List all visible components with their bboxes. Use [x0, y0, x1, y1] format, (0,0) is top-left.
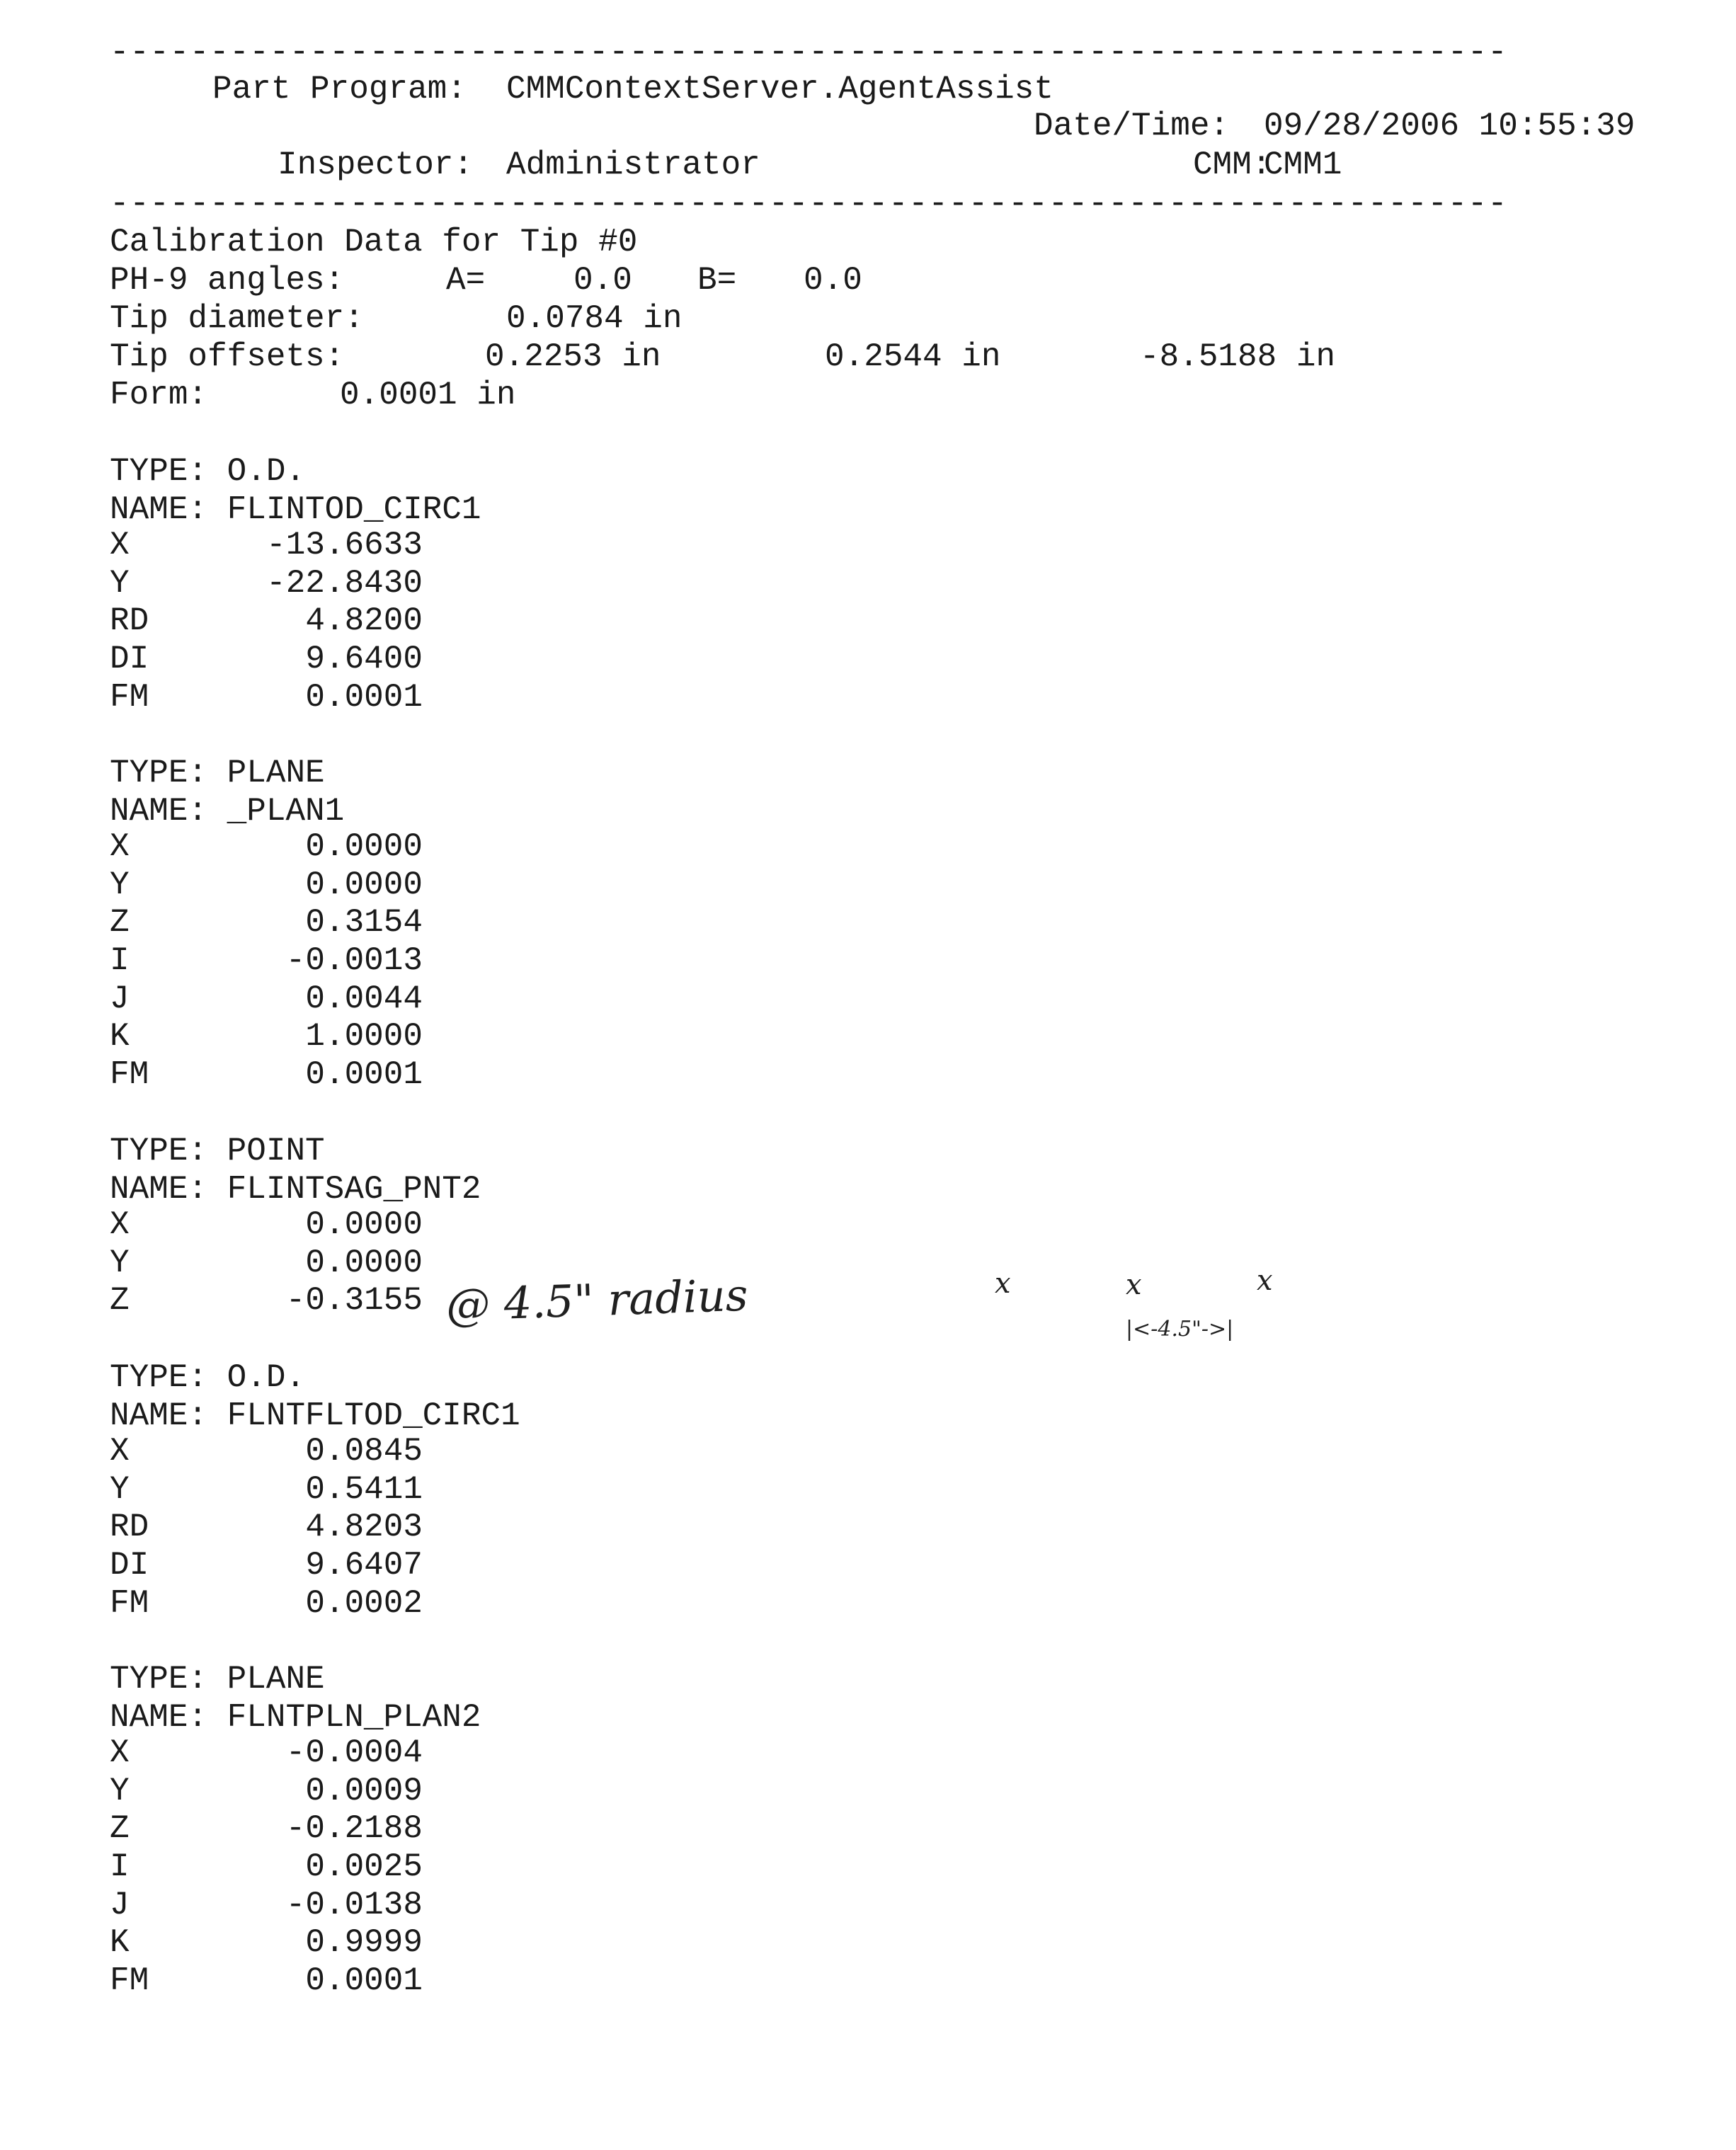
handwritten-mark: x: [995, 1267, 1011, 1300]
value-row: [110, 980, 423, 1019]
header-separator-top: ----------------------------------------------------------------------: [110, 34, 1508, 71]
handwritten-mark: x: [1126, 1269, 1142, 1301]
value-row: [110, 867, 423, 905]
row-value: 9.6400: [305, 641, 423, 678]
angle-a-label: A=: [446, 262, 486, 299]
value-row: [110, 1433, 423, 1471]
row-key: K: [110, 1018, 130, 1056]
value-row: [110, 1056, 423, 1094]
feature-name-line: [110, 1397, 520, 1434]
row-key: FM: [110, 1056, 149, 1094]
datetime-label: Date/Time:: [1034, 108, 1230, 144]
value-row: [110, 1848, 423, 1887]
row-key: J: [110, 1886, 130, 1923]
type-label: TYPE:: [110, 453, 208, 490]
name-label: NAME:: [110, 1171, 208, 1208]
angle-b-value: 0.0: [804, 262, 862, 299]
tip-offset-x: 0.2253 in: [485, 338, 661, 375]
feature-name: FLINTOD_CIRC1: [227, 491, 481, 528]
row-value: 0.0001: [305, 678, 423, 716]
value-row: [110, 1773, 423, 1811]
row-key: Y: [110, 1772, 130, 1809]
row-key: RD: [110, 1509, 149, 1546]
value-row: [110, 1282, 423, 1320]
row-key: FM: [110, 1584, 149, 1622]
value-row: [110, 1734, 423, 1773]
value-row: [110, 942, 423, 980]
tip-diameter-label: Tip diameter:: [110, 300, 364, 337]
value-row: [110, 565, 423, 603]
value-row: [110, 1962, 423, 2001]
angles-label: PH-9 angles:: [110, 262, 345, 299]
value-row: [110, 828, 423, 867]
feature-type: PLANE: [227, 1661, 325, 1698]
tip-offsets-label: Tip offsets:: [110, 338, 345, 375]
row-key: Y: [110, 866, 130, 903]
feature-values: [110, 1433, 423, 1623]
part-program-label: Part Program:: [212, 71, 467, 108]
row-value: 0.0044: [305, 980, 423, 1017]
value-row: [110, 904, 423, 942]
inspector-value: Administrator: [506, 147, 760, 183]
type-label: TYPE:: [110, 1661, 208, 1698]
row-key: X: [110, 527, 130, 564]
row-key: Y: [110, 564, 130, 602]
row-value: 0.0000: [305, 828, 423, 865]
row-key: X: [110, 828, 130, 865]
feature-name-line: [110, 491, 481, 528]
value-row: [110, 602, 423, 641]
handwritten-mark: x: [1257, 1264, 1273, 1297]
row-key: DI: [110, 1547, 149, 1584]
row-key: X: [110, 1734, 130, 1771]
row-value: 0.0009: [305, 1772, 423, 1809]
inspector-label: Inspector:: [278, 147, 474, 183]
value-row: [110, 641, 423, 679]
cmm-label: CMM:: [1193, 147, 1272, 183]
row-value: 0.0000: [305, 1244, 423, 1281]
row-key: Y: [110, 1244, 130, 1281]
feature-values: [110, 1734, 423, 2001]
feature-name: FLNTPLN_PLAN2: [227, 1699, 481, 1736]
feature-name: _PLAN1: [227, 793, 345, 830]
value-row: [110, 1547, 423, 1585]
feature-name-line: [110, 793, 344, 830]
feature-type: O.D.: [227, 1359, 306, 1396]
row-value: 0.0001: [305, 1056, 423, 1094]
row-value: 0.0000: [305, 866, 423, 903]
row-key: J: [110, 980, 130, 1017]
row-value: 0.5411: [305, 1470, 423, 1508]
angle-b-label: B=: [697, 262, 737, 299]
row-key: X: [110, 1433, 130, 1470]
row-key: K: [110, 1924, 130, 1962]
row-value: -22.8430: [266, 564, 423, 602]
handwritten-span: |<-4.5"->|: [1126, 1317, 1234, 1342]
feature-name: FLINTSAG_PNT2: [227, 1171, 481, 1208]
row-key: Z: [110, 1810, 130, 1848]
feature-values: [110, 1206, 423, 1320]
name-label: NAME:: [110, 1699, 208, 1736]
row-key: RD: [110, 602, 149, 640]
value-row: [110, 527, 423, 565]
type-label: TYPE:: [110, 1133, 208, 1170]
value-row: [110, 1585, 423, 1623]
row-value: 0.0000: [305, 1206, 423, 1243]
row-key: I: [110, 942, 130, 980]
feature-name-line: [110, 1699, 481, 1736]
value-row: [110, 1018, 423, 1056]
value-row: [110, 1810, 423, 1848]
row-value: 4.8200: [305, 602, 423, 640]
row-key: FM: [110, 1962, 149, 2000]
row-value: 0.9999: [305, 1924, 423, 1962]
feature-type: POINT: [227, 1133, 325, 1170]
row-value: 0.0845: [305, 1433, 423, 1470]
value-row: [110, 1206, 423, 1245]
form-label: Form:: [110, 377, 208, 413]
cmm-value: CMM1: [1264, 147, 1342, 183]
feature-values: [110, 828, 423, 1094]
type-label: TYPE:: [110, 1359, 208, 1396]
row-key: Z: [110, 1282, 130, 1320]
row-value: -0.3155: [285, 1282, 423, 1320]
value-row: [110, 1245, 423, 1283]
angle-a-value: 0.0: [573, 262, 632, 299]
row-value: -13.6633: [266, 527, 423, 564]
feature-name: FLNTFLTOD_CIRC1: [227, 1397, 520, 1434]
row-key: X: [110, 1206, 130, 1243]
row-value: 0.3154: [305, 904, 423, 942]
type-label: TYPE:: [110, 755, 208, 791]
feature-type-line: [110, 453, 305, 490]
row-key: Z: [110, 904, 130, 942]
value-row: [110, 679, 423, 717]
part-program-value: CMMContextServer.AgentAssist: [506, 71, 1053, 108]
row-value: -0.0004: [285, 1734, 423, 1771]
row-value: 0.0001: [305, 1962, 423, 2000]
feature-type-line: [110, 1359, 305, 1396]
row-key: FM: [110, 678, 149, 716]
row-value: 9.6407: [305, 1547, 423, 1584]
name-label: NAME:: [110, 793, 208, 830]
value-row: [110, 1471, 423, 1509]
row-value: 4.8203: [305, 1509, 423, 1546]
header-separator-bottom: ----------------------------------------------------------------------: [110, 185, 1508, 222]
name-label: NAME:: [110, 491, 208, 528]
value-row: [110, 1509, 423, 1547]
calibration-title: Calibration Data for Tip #0: [110, 224, 638, 261]
tip-diameter-value: 0.0784 in: [506, 300, 683, 337]
feature-type: PLANE: [227, 755, 325, 791]
tip-offset-z: -8.5188 in: [1140, 338, 1336, 375]
row-value: 0.0025: [305, 1848, 423, 1886]
row-key: I: [110, 1848, 130, 1886]
row-value: -0.2188: [285, 1810, 423, 1848]
feature-type: O.D.: [227, 453, 306, 490]
form-value: 0.0001 in: [340, 377, 516, 413]
feature-type-line: [110, 1133, 325, 1170]
row-value: -0.0138: [285, 1886, 423, 1923]
row-value: 1.0000: [305, 1018, 423, 1056]
row-key: DI: [110, 641, 149, 678]
row-key: Y: [110, 1470, 130, 1508]
datetime-value: 09/28/2006 10:55:39: [1264, 108, 1635, 144]
row-value: -0.0013: [285, 942, 423, 980]
row-value: 0.0002: [305, 1584, 423, 1622]
feature-type-line: [110, 755, 325, 791]
name-label: NAME:: [110, 1397, 208, 1434]
value-row: [110, 1924, 423, 1962]
feature-values: [110, 527, 423, 716]
tip-offset-y: 0.2544 in: [825, 338, 1001, 375]
handwritten-note: @ 4.5" radius: [445, 1269, 749, 1332]
value-row: [110, 1887, 423, 1925]
feature-type-line: [110, 1661, 325, 1698]
feature-name-line: [110, 1171, 481, 1208]
